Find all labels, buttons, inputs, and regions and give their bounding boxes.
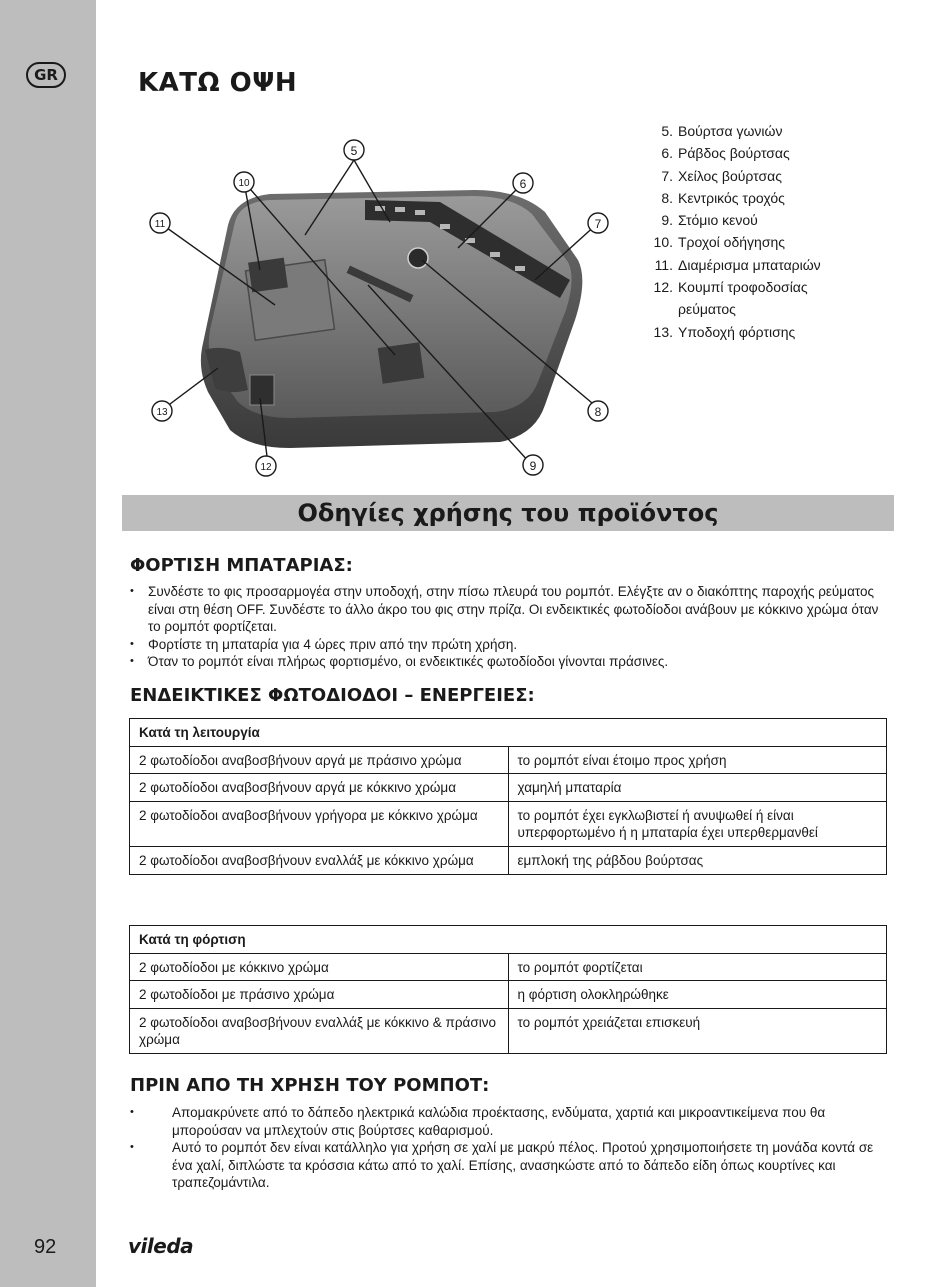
callout-10 xyxy=(234,172,254,192)
charging-list xyxy=(130,583,890,671)
table-row: 2 φωτοδίοδοι αναβοσβήνουν αργά με κόκκινο χρώμα χαμηλή μπαταρία xyxy=(130,774,887,802)
list-item: • Απομακρύνετε από το δάπεδο ηλεκτρικά καλώδια προέκτασης, ενδύματα, χαρτιά και μικροαντικείμενα που θα μπορούσαν να μπλεχτούν στις βούρτσες καθαρισμού. xyxy=(130,1104,890,1139)
table-row: 2 φωτοδίοδοι αναβοσβήνουν εναλλάξ με κόκκινο & πράσινο χρώμα το ρομπότ χρειάζεται επισκευή xyxy=(130,1008,887,1053)
parts-list xyxy=(648,120,898,343)
brand-logo: vileda xyxy=(128,1234,194,1258)
central-wheel-shape xyxy=(408,248,428,268)
power-button-shape xyxy=(250,375,274,405)
svg-text:6: 6 xyxy=(519,177,527,191)
table-title: Κατά τη λειτουργία xyxy=(130,719,887,747)
table-row: 2 φωτοδίοδοι με κόκκινο χρώμα το ρομπότ φορτίζεται xyxy=(130,953,887,981)
language-badge: GR xyxy=(26,62,66,88)
table-row: 2 φωτοδίοδοι αναβοσβήνουν γρήγορα με κόκκινο χρώμα το ρομπότ έχει εγκλωβιστεί ή ανυψωθεί ή είναι υπερφορτωμένο ή η μπαταρία έχει υπερθερμανθεί xyxy=(130,801,887,846)
svg-text:12: 12 xyxy=(260,462,272,473)
svg-text:9: 9 xyxy=(529,459,537,473)
list-item: 8. Κεντρικός τροχός xyxy=(661,189,785,206)
section-banner: Οδηγίες χρήσης του προϊόντος xyxy=(122,495,894,531)
list-item: • Όταν το ρομπότ είναι πλήρως φορτισμένο, οι ενδεικτικές φωτοδίοδοι γίνονται πράσινες. xyxy=(130,653,890,671)
list-item: 11. Διαμέρισμα μπαταριών xyxy=(654,256,821,273)
before-use-list xyxy=(130,1104,890,1192)
callout-11 xyxy=(150,213,170,233)
svg-text:8: 8 xyxy=(594,405,602,419)
list-item: 12. Κουμπί τροφοδοσίας ρεύματος xyxy=(653,279,808,318)
before-use-heading: ΠΡΙΝ ΑΠΟ ΤΗ ΧΡΗΣΗ ΤΟΥ ΡΟΜΠΟΤ: xyxy=(130,1075,490,1096)
leds-heading: ΕΝΔΕΙΚΤΙΚΕΣ ΦΩΤΟΔΙΟΔΟΙ – ΕΝΕΡΓΕΙΕΣ: xyxy=(130,685,535,706)
callout-13 xyxy=(152,401,172,421)
list-item: 7. Χείλος βούρτσας xyxy=(661,167,782,184)
callout-8 xyxy=(588,401,608,421)
svg-text:11: 11 xyxy=(154,219,166,230)
list-item: 5. Βούρτσα γωνιών xyxy=(661,123,783,139)
page-title: ΚΑΤΩ ΟΨΗ xyxy=(138,68,298,98)
operation-table xyxy=(129,718,887,875)
callout-6 xyxy=(513,173,533,193)
callout-5 xyxy=(344,140,364,160)
charging-heading: ΦΟΡΤΙΣΗ ΜΠΑΤΑΡΙΑΣ: xyxy=(130,555,353,576)
svg-text:13: 13 xyxy=(156,407,168,418)
svg-text:7: 7 xyxy=(594,217,602,231)
callout-9 xyxy=(523,455,543,475)
list-item: • Αυτό το ρομπότ δεν είναι κατάλληλο για χρήση σε χαλί με μακρύ πέλος. Προτού χρησιμοποιήσετε τη μονάδα κοντά σε ένα χαλί, διπλώστε τα κρόσσια κάτω από το χαλί. Επίσης, ανασηκώστε από το δάπεδο είδη όπως κουρτίνες και τραπεζομάντιλα. xyxy=(130,1139,890,1192)
table-row: 2 φωτοδίοδοι αναβοσβήνουν εναλλάξ με κόκκινο χρώμα εμπλοκή της ράβδου βούρτσας xyxy=(130,846,887,874)
list-item: 13. Υποδοχή φόρτισης xyxy=(653,323,796,340)
list-item: • Συνδέστε το φις προσαρμογέα στην υποδοχή, στην πίσω πλευρά του ρομπότ. Ελέγξτε αν ο διακόπτης παροχής ρεύματος είναι στη θέση OFF. Συνδέστε το άλλο άκρο του φις στην πρίζα. Οι ενδεικτικές φωτοδίοδοι ανάβουν με κόκκινο χρώμα όταν το ρομπότ φορτίζεται. xyxy=(130,583,890,636)
table-row: 2 φωτοδίοδοι με πράσινο χρώμα η φόρτιση ολοκληρώθηκε xyxy=(130,981,887,1009)
guide-wheel-right xyxy=(378,342,425,383)
robot-underside-illustration xyxy=(140,130,620,485)
callout-7 xyxy=(588,213,608,233)
list-item: 10. Τροχοί οδήγησης xyxy=(653,234,786,251)
list-item: 6. Ράβδος βούρτσας xyxy=(661,145,790,162)
sidebar-strip xyxy=(0,0,96,1287)
svg-text:5: 5 xyxy=(350,144,358,158)
charging-table xyxy=(129,925,887,1054)
list-item: 9. Στόμιο κενού xyxy=(661,212,758,229)
list-item: • Φορτίστε τη μπαταρία για 4 ώρες πριν από την πρώτη χρήση. xyxy=(130,636,890,654)
table-row: 2 φωτοδίοδοι αναβοσβήνουν αργά με πράσινο χρώμα το ρομπότ είναι έτοιμο προς χρήση xyxy=(130,746,887,774)
page-number: 92 xyxy=(34,1236,57,1258)
guide-wheel-left xyxy=(248,258,288,293)
callout-12 xyxy=(256,456,276,476)
table-title: Κατά τη φόρτιση xyxy=(130,926,887,954)
svg-text:10: 10 xyxy=(238,178,250,189)
